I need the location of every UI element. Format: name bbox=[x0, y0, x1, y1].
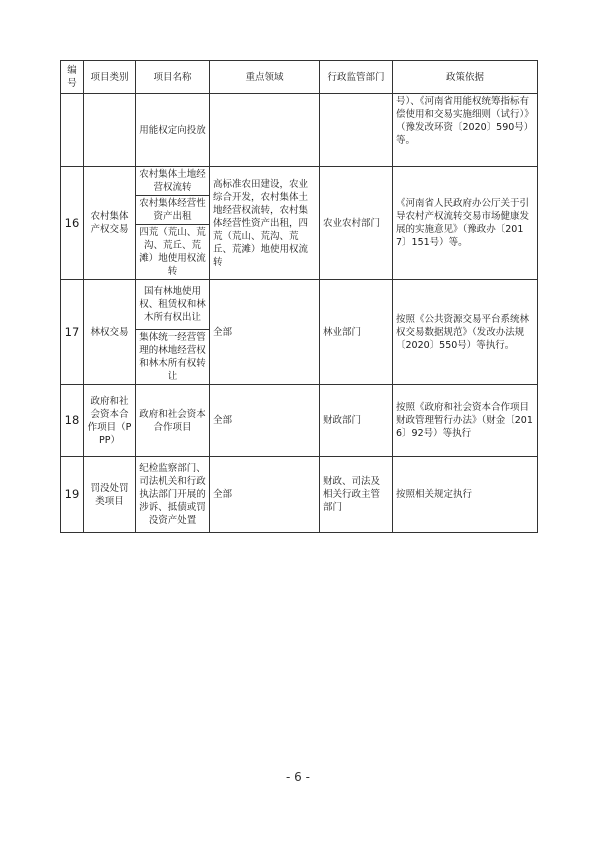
cell-name: 政府和社会资本合作项目 bbox=[136, 385, 210, 457]
cell-type: 罚没处罚类项目 bbox=[84, 457, 136, 533]
cell-policy: 按照相关规定执行 bbox=[393, 457, 538, 533]
cell-policy: 按照《公共资源交易平台系统林权交易数据规范》（发改办法规〔2020〕550号）等执行。 bbox=[393, 280, 538, 385]
cell-dept: 财政、司法及相关行政主管部门 bbox=[320, 457, 393, 533]
cell-policy: 按照《政府和社会资本合作项目财政管理暂行办法》（财金〔2016〕92号）等执行 bbox=[393, 385, 538, 457]
cell-policy: 号）、《河南省用能权统筹指标有偿使用和交易实施细则（试行）》（豫发改环资〔2020〕590号）等。 bbox=[393, 94, 538, 167]
cell-no: 17 bbox=[61, 280, 84, 385]
cell-name: 用能权定向投放 bbox=[136, 94, 210, 167]
cell-policy: 《河南省人民政府办公厅关于引导农村产权流转交易市场健康发展的实施意见》（豫政办〔2017〕151号）等。 bbox=[393, 167, 538, 280]
table-row-18 bbox=[61, 385, 538, 457]
cell-type: 林权交易 bbox=[84, 280, 136, 385]
cell-name: 四荒（荒山、荒沟、荒丘、荒滩）地使用权流转 bbox=[136, 225, 210, 280]
header-row bbox=[61, 61, 538, 94]
cell-no bbox=[61, 94, 84, 167]
table-row-19 bbox=[61, 457, 538, 533]
cell-no: 16 bbox=[61, 167, 84, 280]
cell-field bbox=[210, 94, 320, 167]
cell-field: 全部 bbox=[210, 385, 320, 457]
header-type: 项目类别 bbox=[84, 61, 136, 94]
cell-field: 高标准农田建设，农业综合开发，农村集体土地经营权流转，农村集体经营性资产出租，四荒（荒山、荒沟、荒丘、荒滩）地使用权流转 bbox=[210, 167, 320, 280]
header-dept: 行政监管部门 bbox=[320, 61, 393, 94]
cell-name: 国有林地使用权、租赁权和林木所有权出让 bbox=[136, 280, 210, 330]
header-no: 编号 bbox=[61, 61, 84, 94]
page-number: - 6 - bbox=[286, 770, 310, 784]
cell-dept: 农业农村部门 bbox=[320, 167, 393, 280]
table-row-16 bbox=[61, 167, 538, 196]
cell-dept bbox=[320, 94, 393, 167]
cell-dept: 林业部门 bbox=[320, 280, 393, 385]
cell-name: 集体统一经营管理的林地经营权和林木所有权转让 bbox=[136, 330, 210, 385]
cell-no: 18 bbox=[61, 385, 84, 457]
header-policy: 政策依据 bbox=[393, 61, 538, 94]
table-row-17 bbox=[61, 280, 538, 330]
cell-field: 全部 bbox=[210, 457, 320, 533]
cell-no: 19 bbox=[61, 457, 84, 533]
header-name: 项目名称 bbox=[136, 61, 210, 94]
cell-type: 农村集体产权交易 bbox=[84, 167, 136, 280]
cell-name: 纪检监察部门、司法机关和行政执法部门开展的涉诉、抵债或罚没资产处置 bbox=[136, 457, 210, 533]
cell-name: 农村集体土地经营权流转 bbox=[136, 167, 210, 196]
cell-type: 政府和社会资本合作项目（PPP） bbox=[84, 385, 136, 457]
cell-dept: 财政部门 bbox=[320, 385, 393, 457]
policy-table bbox=[60, 60, 538, 533]
cell-field: 全部 bbox=[210, 280, 320, 385]
header-field: 重点领域 bbox=[210, 61, 320, 94]
table-row-continued bbox=[61, 94, 538, 167]
cell-name: 农村集体经营性资产出租 bbox=[136, 196, 210, 225]
cell-type bbox=[84, 94, 136, 167]
